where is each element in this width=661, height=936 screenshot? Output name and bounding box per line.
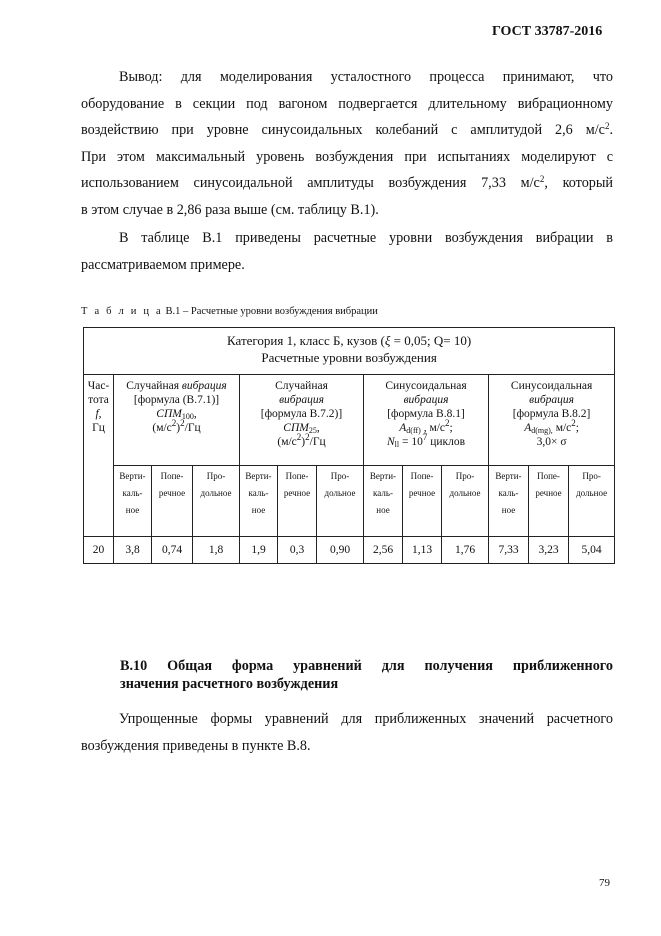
value-cell: 0,90: [317, 537, 364, 564]
value-cell: 0,74: [152, 537, 193, 564]
direction-vertical-header: Верти- каль- ное: [364, 466, 403, 537]
value-cell: 7,33: [489, 537, 529, 564]
direction-vertical-header: Верти- каль- ное: [114, 466, 152, 537]
conclusion-paragraph: [81, 64, 613, 223]
direction-vertical-header: Верти- каль- ное: [240, 466, 278, 537]
frequency-cell: 20: [84, 537, 114, 564]
sine-vibration-mg-header: Синусоидальная вибрация [формула В.8.2] $A_{d(mg),}$ $м/с^2$; 3,0× σ: [489, 375, 615, 466]
value-cell: 3,8: [114, 537, 152, 564]
text-line: оборудование в секции под вагоном подвергается длительному вибрационному: [81, 95, 613, 112]
value-cell: 1,9: [240, 537, 278, 564]
text-line: воздействию при уровне синусоидальных колебаний с амплитудой 2,6 $м/с^2$.: [81, 121, 613, 138]
table-header: Категория 1, класс Б, кузов (ξ = 0,05; Q= 10) Расчетные уровни возбуждения: [84, 328, 615, 375]
value-cell: 1,13: [403, 537, 442, 564]
text-line: рассматриваемом примере.: [81, 256, 245, 273]
value-cell: 3,23: [529, 537, 569, 564]
sine-vibration-ff-header: Синусоидальная вибрация [формула В.8.1] $A_{d(ff)}$ , $м/с^2$; $N_{ll} = 10^7$ циклов: [364, 375, 489, 466]
standard-code-header: ГОСТ 33787-2016: [492, 24, 603, 39]
direction-longitudinal-header: Про- дольное: [193, 466, 240, 537]
simplified-equations-paragraph: [81, 706, 613, 759]
vibration-levels-table: [83, 327, 615, 564]
table-reference-paragraph: [81, 225, 613, 278]
table-row: [84, 537, 615, 564]
value-cell: 2,56: [364, 537, 403, 564]
text-line: Упрощенные формы уравнений для приближенных значений расчетного: [119, 711, 613, 727]
value-cell: 1,8: [193, 537, 240, 564]
frequency-column-header: Час- тота f, Гц: [84, 375, 114, 537]
value-cell: 1,76: [442, 537, 489, 564]
section-heading: В.10 Общая форма уравнений для получения приближенного значения расчетного возбуждения: [120, 658, 613, 692]
value-cell: 5,04: [569, 537, 615, 564]
value-cell: 0,3: [278, 537, 317, 564]
direction-vertical-header: Верти- каль- ное: [489, 466, 529, 537]
direction-transverse-header: Попе- речное: [529, 466, 569, 537]
direction-transverse-header: Попе- речное: [152, 466, 193, 537]
text-line: При этом максимальный уровень возбуждения при испытаниях моделируют с: [81, 148, 613, 165]
text-line: Вывод: для моделирования усталостного процесса принимают, что: [119, 69, 613, 85]
random-vibration-100-header: Случайная вибрация [формула (В.7.1)] $СПМ_{100}$, $(м/с^2)^2/Гц$: [114, 375, 240, 466]
text-line: возбуждения приведены в пункте В.8.: [81, 737, 311, 754]
direction-longitudinal-header: Про- дольное: [569, 466, 615, 537]
direction-transverse-header: Попе- речное: [278, 466, 317, 537]
direction-transverse-header: Попе- речное: [403, 466, 442, 537]
page-number: 79: [599, 877, 610, 889]
direction-longitudinal-header: Про- дольное: [442, 466, 489, 537]
text-line: использованием синусоидальной амплитуды возбуждения 7,33 $м/с^2$, который: [81, 174, 613, 191]
text-line: В таблице В.1 приведены расчетные уровни возбуждения вибрации в: [119, 230, 613, 246]
direction-longitudinal-header: Про- дольное: [317, 466, 364, 537]
random-vibration-25-header: Случайная вибрация [формула В.7.2)] $СПМ_{25}$, $(м/с^2)^2/Гц$: [240, 375, 364, 466]
table-caption: Т а б л и ц а В.1 – Расчетные уровни возбуждения вибрации: [81, 306, 378, 317]
text-line: в этом случае в 2,86 раза выше (см. таблицу В.1).: [81, 201, 379, 218]
